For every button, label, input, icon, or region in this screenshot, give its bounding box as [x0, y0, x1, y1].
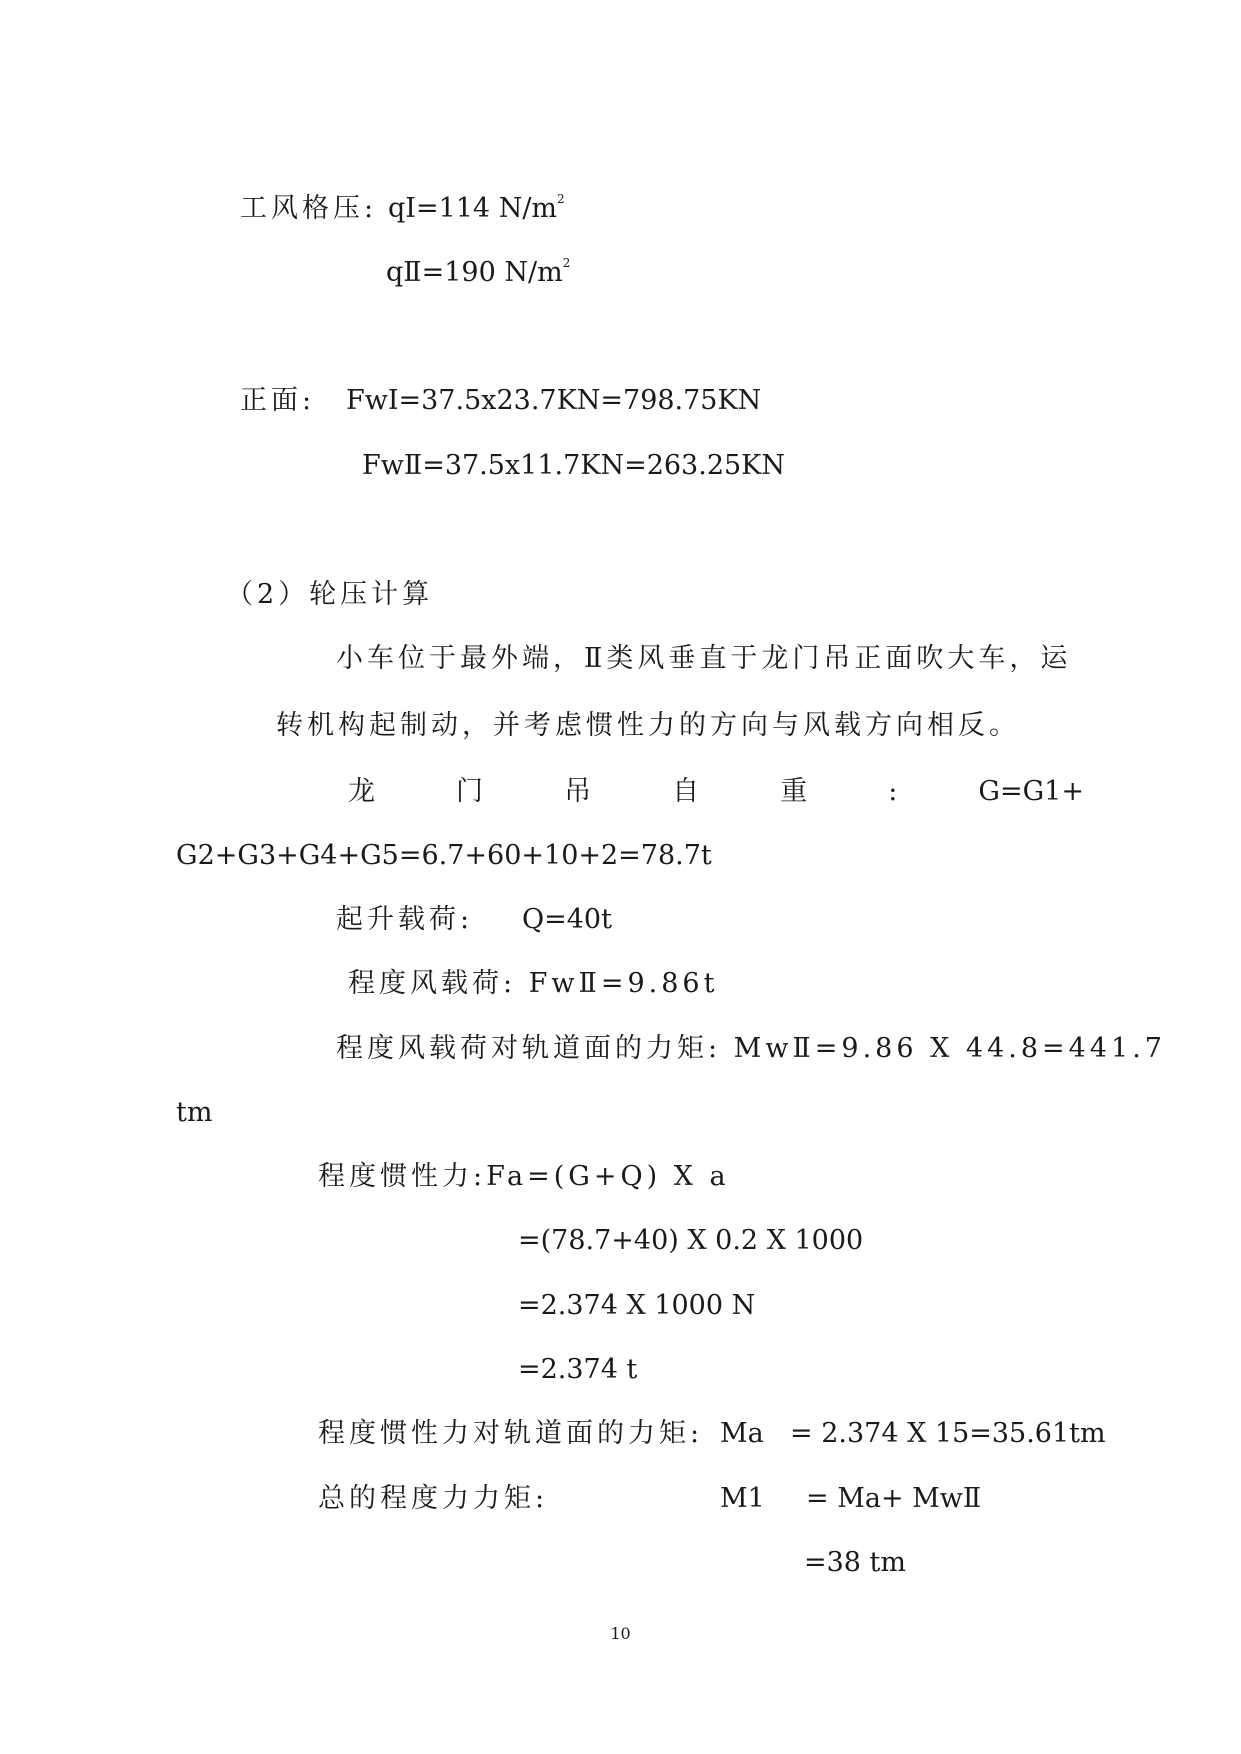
- wind-pressure-label: 工风格压:: [240, 193, 378, 224]
- inertia-line-4: =2.374 t: [518, 1354, 638, 1385]
- inertia-moment-label: 程度惯性力对轨道面的力矩:: [318, 1418, 704, 1449]
- inertia-line-2: =(78.7+40) X 0.2 X 1000: [518, 1225, 864, 1256]
- section-heading: （2）轮压计算: [226, 579, 434, 610]
- lift-load-value: Q=40t: [522, 904, 612, 935]
- wind-moment-line-1: 程度风载荷对轨道面的力矩: MwⅡ=9.86 X 44.8=441.7: [336, 1033, 1166, 1064]
- wind-pressure-q1: qⅠ=114 $N/m^2$: [388, 192, 565, 224]
- self-weight-char: 门: [456, 776, 484, 807]
- front-fw1: FwⅠ=37.5x23.7KN=798.75KN: [346, 385, 762, 416]
- self-weight-line: [348, 776, 1084, 808]
- self-weight-line-2: G2+G3+G4+G5=6.7+60+10+2=78.7t: [176, 840, 712, 871]
- wind-pressure-q2: qⅡ=190 $N/m^2$: [386, 256, 571, 288]
- inertia-line-3: =2.374 X 1000 N: [518, 1290, 756, 1321]
- front-label: 正面:: [240, 385, 316, 416]
- front-fw2: FwⅡ=37.5x11.7KN=263.25KN: [362, 450, 785, 481]
- self-weight-char: :: [888, 776, 898, 807]
- lift-load-label: 起升载荷:: [336, 904, 474, 935]
- page-number: 10: [610, 1624, 631, 1643]
- self-weight-char: 吊: [564, 776, 592, 807]
- self-weight-char: 龙: [348, 776, 375, 807]
- self-weight-char: 自: [672, 776, 700, 807]
- total-moment-symbol: M1: [720, 1483, 765, 1514]
- inertia-line-1: 程度惯性力:Fa=(G+Q) X a: [318, 1161, 730, 1192]
- inertia-moment-symbol: Ma: [720, 1418, 764, 1449]
- intro-line-1: 小车位于最外端，Ⅱ类风垂直于龙门吊正面吹大车，运: [336, 643, 1072, 674]
- total-moment-value: =38 tm: [804, 1547, 907, 1578]
- wind-load: 程度风载荷: FwⅡ=9.86t: [348, 968, 719, 999]
- total-moment-expr: = Ma+ MwⅡ: [806, 1483, 982, 1514]
- wind-moment-line-2: tm: [176, 1097, 213, 1128]
- total-moment-label: 总的程度力力矩:: [318, 1483, 549, 1514]
- self-weight-char: 重: [780, 776, 808, 807]
- inertia-moment-value: = 2.374 X 15=35.61tm: [790, 1418, 1106, 1449]
- intro-line-2: 转机构起制动，并考虑惯性力的方向与风载方向相反。: [276, 710, 1020, 741]
- self-weight-char: G=G1+: [978, 776, 1084, 807]
